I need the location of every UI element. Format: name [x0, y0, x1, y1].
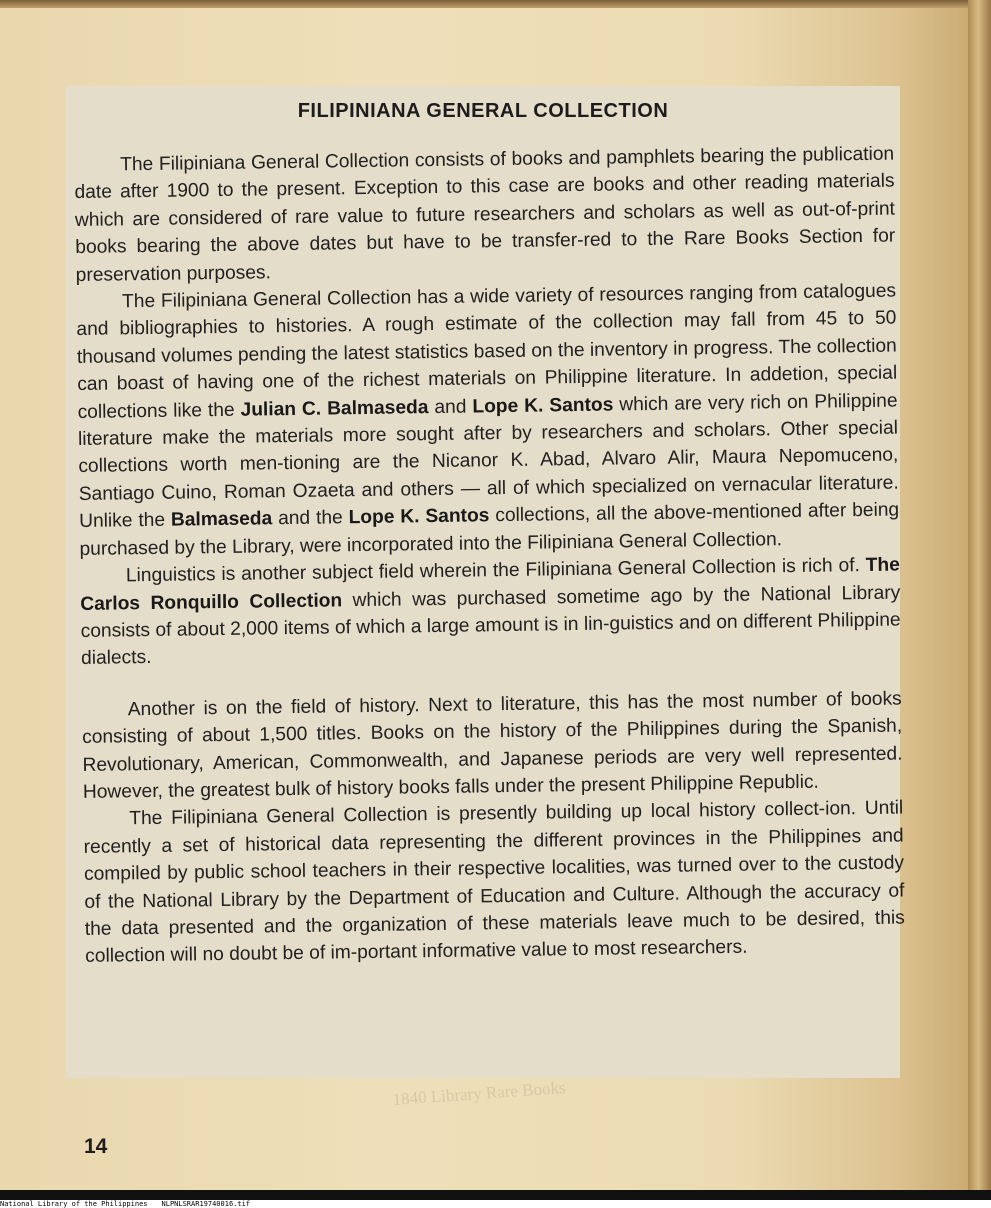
collection-name-balmaseda: Julian C. Balmaseda: [240, 396, 429, 421]
paragraph-3: [80, 552, 901, 673]
page-edge: [968, 0, 991, 1195]
page-number: 14: [84, 1135, 108, 1158]
footer-source: National Library of the Philippines: [0, 1200, 148, 1208]
paragraph-5: The Filipiniana General Collection is presently building up local history collect-ion. Until recently a set of historical data representing the different provinces in the Philippines and compiled by public school teachers in their respective localities, was turned over to the custody of the National Library by the Department of Education and Culture. Although the accuracy of the data presented and the organization of these materials leave much to be desired, this collection will no doubt be of im-portant informative value to most researchers.: [83, 797, 905, 968]
paragraph-4: Another is on the field of history. Next to literature, this has the most number of books consisting of about 1,500 titles. Books on the history of the Philippines during the Spanish, Revolutionary, American, Commonwealth, and Japanese periods are very well represented. However, the greatest bulk of history books falls under the present Philippine Republic.: [82, 688, 903, 803]
paragraph-2-text-5: collections, all the above-mentioned after being purchased by the Library, were incorporated into the Filipiniana General Collection.: [79, 499, 900, 560]
page-title: FILIPINIANA GENERAL COLLECTION: [297, 100, 669, 122]
footer-filename: NLPNLSRAR19740016.tif: [161, 1200, 251, 1208]
collection-name-balmaseda-short: Balmaseda: [170, 508, 273, 531]
scan-bottom-border: [0, 1190, 991, 1200]
collection-name-santos-repeat: Lope K. Santos: [348, 505, 490, 529]
paragraph-1: The Filipiniana General Collection consists of books and pamphlets bearing the publication date after 1900 to the present. Exception to this case are books and other reading materials which are considered of rare value to future researchers and scholars as well as out-of-print books bearing the above dates but have to be transfer-red to the Rare Books Section for preservation purposes.: [74, 143, 896, 286]
paragraph-3-text-2: which was purchased sometime ago by the National Library consists of about 2,000 items of which a large amount is in lin-guistics and on different Philippine dialects.: [80, 582, 901, 670]
paragraph-2: [76, 278, 900, 563]
paragraph-2-text-4: and the: [272, 507, 349, 530]
collection-name-santos: Lope K. Santos: [472, 394, 614, 418]
collection-name-ronquillo: The Carlos Ronquillo Collection: [80, 554, 900, 615]
paragraph-3-text-1: Linguistics is another subject field wherein the Filipiniana General Collection is rich of.: [125, 555, 866, 587]
bleed-through-text: 1840 Library Rare Books: [392, 1077, 567, 1109]
scan-footer: [0, 1200, 991, 1208]
article-body: [74, 141, 905, 971]
paragraph-2-text-1: The Filipiniana General Collection has a wide variety of resources ranging from catalogues and bibliographies to histories. A rough estimate of the collection may fall from 45 to 50 thousand volumes pending the latest statistics based on the inventory in progress. The collection can boast of having one of the richest materials on Philippine literature. In addetion, special collections like the: [76, 280, 898, 423]
paragraph-2-text-2: and: [428, 396, 473, 418]
paragraph-2-text-3: which are very rich on Philippine literature make the materials more sought after by researchers and scholars. Other special collections worth men-tioning are the Nicanor K. Abad, Alvaro Alir, Maura Nepomuceno, Santiago Cuino, Roman Ozaeta and others — all of which specialized on vernacular literature. Unlike the: [77, 390, 899, 533]
